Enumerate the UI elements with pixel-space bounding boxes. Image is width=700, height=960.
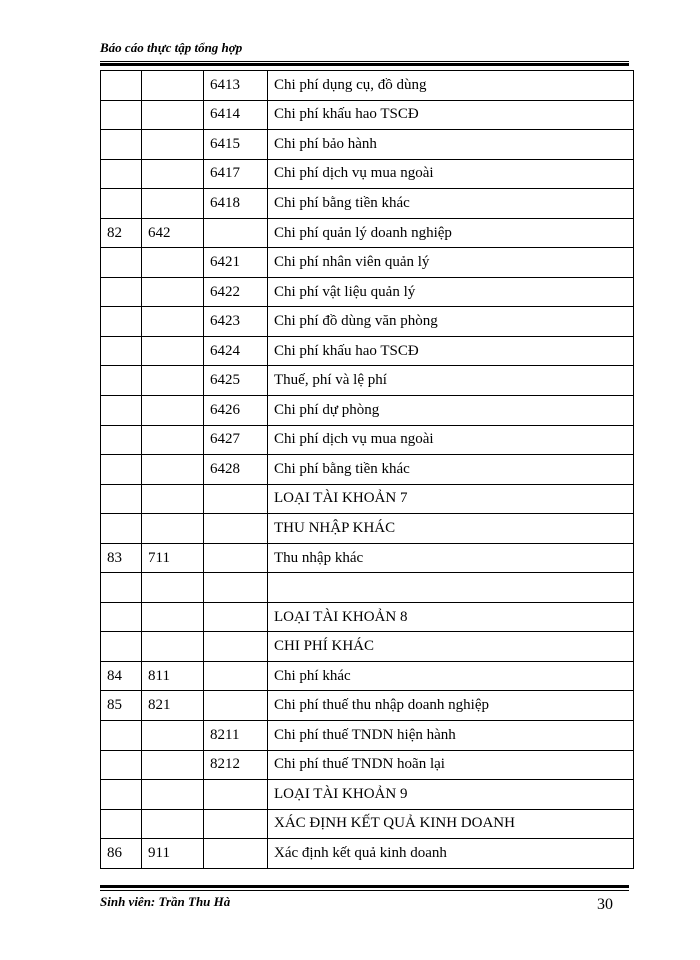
table-row xyxy=(101,218,634,248)
table-row xyxy=(101,307,634,337)
row-number-cell xyxy=(101,484,142,514)
account-name-cell xyxy=(268,573,634,603)
row-number-cell xyxy=(101,396,142,426)
table-row xyxy=(101,750,634,780)
table-row xyxy=(101,514,634,544)
table-row xyxy=(101,336,634,366)
account-level2-cell: 6426 xyxy=(204,396,268,426)
row-number-cell xyxy=(101,71,142,101)
table-row xyxy=(101,396,634,426)
account-level2-cell xyxy=(204,780,268,810)
account-level1-cell xyxy=(142,336,204,366)
page-header-title: Báo cáo thực tập tổng hợp xyxy=(100,40,243,55)
account-name-cell: LOẠI TÀI KHOẢN 9 xyxy=(268,780,634,810)
account-name-cell: Chi phí thuế TNDN hiện hành xyxy=(268,721,634,751)
table-row xyxy=(101,100,634,130)
header-divider-thick xyxy=(100,63,629,66)
row-number-cell xyxy=(101,780,142,810)
account-level2-cell: 6418 xyxy=(204,189,268,219)
row-number-cell xyxy=(101,514,142,544)
account-level2-cell: 6428 xyxy=(204,455,268,485)
table-row xyxy=(101,248,634,278)
account-name-cell: Chi phí bằng tiền khác xyxy=(268,189,634,219)
table-row xyxy=(101,573,634,603)
row-number-cell: 83 xyxy=(101,543,142,573)
account-level1-cell: 821 xyxy=(142,691,204,721)
row-number-cell xyxy=(101,277,142,307)
account-level1-cell: 811 xyxy=(142,661,204,691)
account-level1-cell: 711 xyxy=(142,543,204,573)
table-row xyxy=(101,366,634,396)
table-row xyxy=(101,455,634,485)
account-table xyxy=(100,70,634,869)
account-level1-cell xyxy=(142,602,204,632)
account-level1-cell: 911 xyxy=(142,839,204,869)
account-level2-cell xyxy=(204,632,268,662)
account-level2-cell xyxy=(204,514,268,544)
account-level2-cell: 6425 xyxy=(204,366,268,396)
account-level1-cell xyxy=(142,484,204,514)
account-name-cell: Thuế, phí và lệ phí xyxy=(268,366,634,396)
account-name-cell: Chi phí bằng tiền khác xyxy=(268,455,634,485)
row-number-cell: 86 xyxy=(101,839,142,869)
table-row xyxy=(101,277,634,307)
account-level1-cell xyxy=(142,750,204,780)
account-name-cell: Thu nhập khác xyxy=(268,543,634,573)
footer-student-name: Sinh viên: Trần Thu Hà xyxy=(100,894,231,909)
account-level1-cell xyxy=(142,307,204,337)
account-name-cell: LOẠI TÀI KHOẢN 7 xyxy=(268,484,634,514)
account-name-cell: Chi phí dụng cụ, đồ dùng xyxy=(268,71,634,101)
row-number-cell xyxy=(101,366,142,396)
footer-divider-thick xyxy=(100,885,629,888)
account-level1-cell xyxy=(142,809,204,839)
row-number-cell: 85 xyxy=(101,691,142,721)
account-name-cell: Chi phí khấu hao TSCĐ xyxy=(268,100,634,130)
row-number-cell xyxy=(101,602,142,632)
account-name-cell: Chi phí nhân viên quản lý xyxy=(268,248,634,278)
account-level1-cell xyxy=(142,100,204,130)
row-number-cell xyxy=(101,159,142,189)
account-name-cell: Chi phí dự phòng xyxy=(268,396,634,426)
table-row xyxy=(101,691,634,721)
account-name-cell: Chi phí thuế thu nhập doanh nghiệp xyxy=(268,691,634,721)
account-level1-cell xyxy=(142,248,204,278)
account-name-cell: Chi phí khấu hao TSCĐ xyxy=(268,336,634,366)
account-name-cell: Xác định kết quả kinh doanh xyxy=(268,839,634,869)
table-row xyxy=(101,130,634,160)
account-level2-cell xyxy=(204,484,268,514)
account-level2-cell: 6424 xyxy=(204,336,268,366)
row-number-cell xyxy=(101,248,142,278)
account-name-cell: Chi phí đồ dùng văn phòng xyxy=(268,307,634,337)
account-name-cell: Chi phí dịch vụ mua ngoài xyxy=(268,425,634,455)
account-name-cell: XÁC ĐỊNH KẾT QUẢ KINH DOANH xyxy=(268,809,634,839)
account-level1-cell xyxy=(142,455,204,485)
account-name-cell: Chi phí khác xyxy=(268,661,634,691)
account-level1-cell xyxy=(142,780,204,810)
account-name-cell: THU NHẬP KHÁC xyxy=(268,514,634,544)
table-row xyxy=(101,632,634,662)
row-number-cell xyxy=(101,455,142,485)
row-number-cell xyxy=(101,809,142,839)
account-level1-cell xyxy=(142,366,204,396)
account-level2-cell xyxy=(204,839,268,869)
row-number-cell xyxy=(101,307,142,337)
account-level2-cell: 6423 xyxy=(204,307,268,337)
account-level2-cell xyxy=(204,602,268,632)
account-level1-cell xyxy=(142,277,204,307)
account-level1-cell xyxy=(142,189,204,219)
row-number-cell xyxy=(101,632,142,662)
account-name-cell: Chi phí dịch vụ mua ngoài xyxy=(268,159,634,189)
table-row xyxy=(101,484,634,514)
table-row xyxy=(101,839,634,869)
table-row xyxy=(101,721,634,751)
account-level2-cell xyxy=(204,691,268,721)
account-level2-cell: 6427 xyxy=(204,425,268,455)
account-level2-cell: 8212 xyxy=(204,750,268,780)
table-row xyxy=(101,425,634,455)
table-row xyxy=(101,159,634,189)
row-number-cell: 82 xyxy=(101,218,142,248)
row-number-cell xyxy=(101,750,142,780)
row-number-cell xyxy=(101,721,142,751)
account-level1-cell xyxy=(142,425,204,455)
account-level2-cell xyxy=(204,218,268,248)
table-row xyxy=(101,543,634,573)
account-name-cell: CHI PHÍ KHÁC xyxy=(268,632,634,662)
row-number-cell xyxy=(101,100,142,130)
table-row xyxy=(101,661,634,691)
row-number-cell xyxy=(101,573,142,603)
account-level2-cell xyxy=(204,661,268,691)
account-level2-cell: 6414 xyxy=(204,100,268,130)
account-name-cell: Chi phí bảo hành xyxy=(268,130,634,160)
page-number: 30 xyxy=(597,896,613,913)
table-row xyxy=(101,602,634,632)
table-row xyxy=(101,780,634,810)
row-number-cell xyxy=(101,425,142,455)
account-level1-cell xyxy=(142,396,204,426)
account-name-cell: LOẠI TÀI KHOẢN 8 xyxy=(268,602,634,632)
table-row xyxy=(101,809,634,839)
account-level2-cell xyxy=(204,543,268,573)
account-level2-cell: 6415 xyxy=(204,130,268,160)
account-table-body xyxy=(101,71,634,869)
account-level1-cell xyxy=(142,130,204,160)
account-level1-cell xyxy=(142,159,204,189)
account-level2-cell: 6422 xyxy=(204,277,268,307)
row-number-cell: 84 xyxy=(101,661,142,691)
account-level2-cell: 6413 xyxy=(204,71,268,101)
account-level1-cell xyxy=(142,514,204,544)
account-level1-cell: 642 xyxy=(142,218,204,248)
table-row xyxy=(101,71,634,101)
account-level2-cell: 6421 xyxy=(204,248,268,278)
footer-divider-thin xyxy=(100,890,629,891)
account-level1-cell xyxy=(142,721,204,751)
account-level1-cell xyxy=(142,573,204,603)
header-divider-thin xyxy=(100,61,629,62)
account-level2-cell: 8211 xyxy=(204,721,268,751)
row-number-cell xyxy=(101,189,142,219)
account-level2-cell xyxy=(204,573,268,603)
table-row xyxy=(101,189,634,219)
account-level1-cell xyxy=(142,71,204,101)
row-number-cell xyxy=(101,336,142,366)
account-level2-cell xyxy=(204,809,268,839)
account-level2-cell: 6417 xyxy=(204,159,268,189)
account-name-cell: Chi phí vật liệu quản lý xyxy=(268,277,634,307)
account-level1-cell xyxy=(142,632,204,662)
account-name-cell: Chi phí thuế TNDN hoãn lại xyxy=(268,750,634,780)
account-name-cell: Chi phí quản lý doanh nghiệp xyxy=(268,218,634,248)
row-number-cell xyxy=(101,130,142,160)
